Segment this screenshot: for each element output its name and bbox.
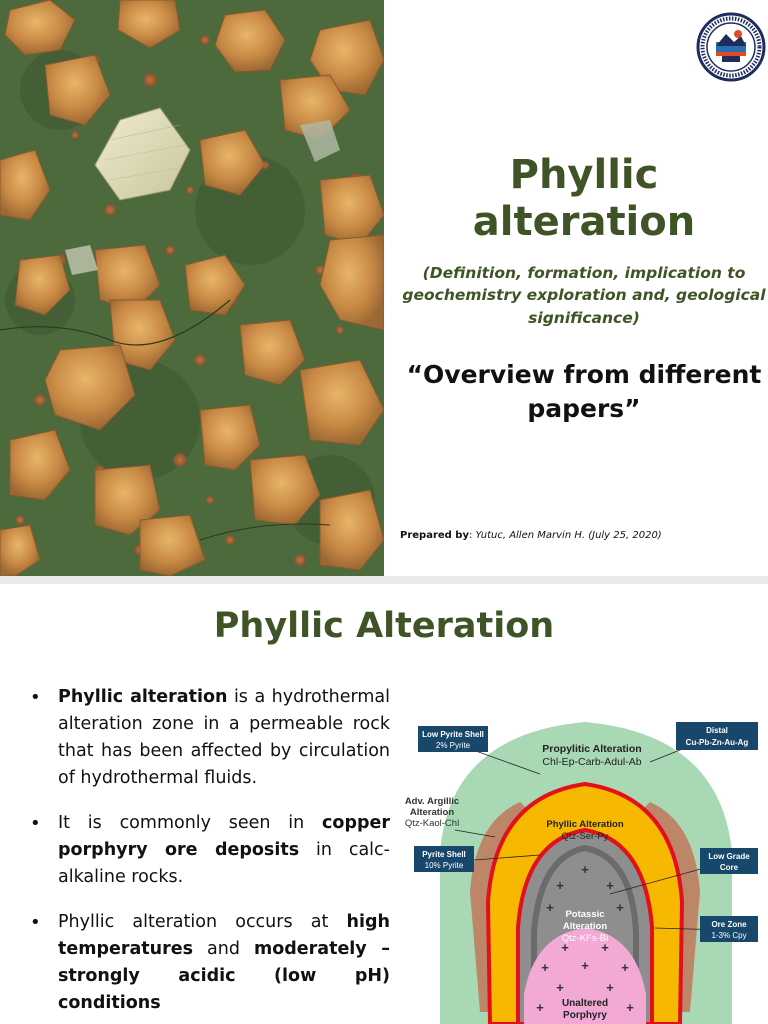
prepared-by-label: Prepared by [400,530,469,541]
label-pyrite-shell [414,846,474,872]
adv-argillic-2: Alteration [409,807,455,818]
unaltered-title-2: Porphyry [563,1010,607,1021]
potassic-minerals: Qtz-KFs-Bi [561,933,609,944]
adv-argillic-3: Qtz-Kaol-Chl [404,818,460,829]
propylitic-title: Propylitic Alteration [542,743,642,755]
svg-text:+: + [546,900,554,915]
bullet-item-2: • It is commonly seen in copper porphyry ore deposits in calc-alkaline rocks. [30,810,390,891]
svg-text:+: + [541,960,549,975]
svg-text:+: + [581,862,589,877]
svg-text:Core: Core [719,863,739,872]
unaltered-title-1: Unaltered [561,998,609,1009]
prepared-by-separator: : [468,530,476,541]
rock-thin-section-image [0,0,384,576]
svg-text:+: + [606,878,614,893]
svg-text:+: + [581,958,589,973]
svg-text:Distal: Distal [706,726,728,735]
potassic-title-2: Alteration [562,921,608,932]
label-low-pyrite-shell [418,726,488,752]
bullet-item-1: • Phyllic alteration is a hydrothermal alteration zone in a permeable rock that has been affected by circulation of hydrothermal fluids. [30,684,390,792]
svg-text:Pyrite Shell: Pyrite Shell [422,850,466,859]
bullet-dot-icon: • [30,687,41,708]
overview-heading: “Overview from different papers” [406,360,762,423]
svg-text:+: + [606,980,614,995]
slide-title: Phyllic alteration [472,152,696,246]
adv-argillic-1: Adv. Argillic [404,796,460,807]
porphyry-alteration-diagram [400,712,768,1024]
svg-text:+: + [601,940,609,955]
prepared-by-value: Yutuc, Allen Marvin H. (July 25, 2020) [475,530,662,541]
phyllic-minerals: Qtz-Ser-Py [561,831,609,842]
svg-text:+: + [616,900,624,915]
label-low-grade-core [700,848,758,874]
svg-text:Low Pyrite Shell: Low Pyrite Shell [422,730,484,739]
potassic-title-1: Potassic [565,909,605,920]
svg-text:+: + [621,960,629,975]
prepared-by-line [400,530,768,541]
svg-text:Low Grade: Low Grade [708,852,750,861]
svg-text:+: + [626,1000,634,1015]
slide-2-title: Phyllic Alteration [213,606,555,646]
label-ore-zone [700,916,758,942]
svg-text:Cu-Pb-Zn-Au-Ag: Cu-Pb-Zn-Au-Ag [685,738,749,747]
svg-text:Ore Zone: Ore Zone [711,920,747,929]
bullet-list [30,684,390,1024]
svg-text:+: + [556,878,564,893]
svg-text:+: + [561,940,569,955]
propylitic-minerals: Chl-Ep-Carb-Adul-Ab [542,756,642,768]
bullet-item-3: • Phyllic alteration occurs at high temperatures and moderately – strongly acidic (low pH) conditions [30,909,390,1017]
institution-logo [696,12,766,82]
svg-text:+: + [536,1000,544,1015]
slide-subtitle: (Definition, formation, implication to geochemistry exploration and, geological significance) [402,264,766,327]
svg-text:+: + [556,980,564,995]
phyllic-title: Phyllic Alteration [546,819,624,830]
svg-text:10% Pyrite: 10% Pyrite [424,861,464,870]
label-distal [676,722,758,750]
bullet-dot-icon: • [30,912,41,933]
content-slide [0,584,768,1024]
svg-text:1-3% Cpy: 1-3% Cpy [711,931,747,940]
svg-text:2% Pyrite: 2% Pyrite [435,741,471,750]
bullet-dot-icon: • [30,813,41,834]
